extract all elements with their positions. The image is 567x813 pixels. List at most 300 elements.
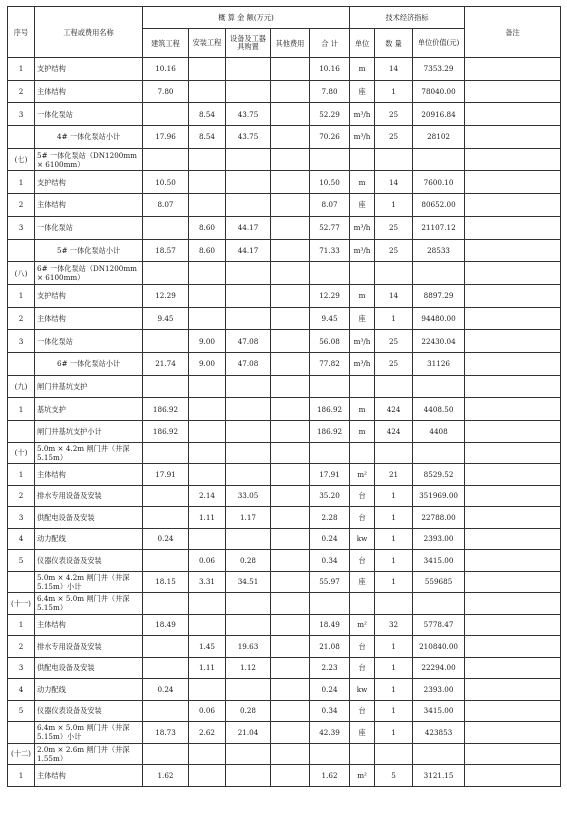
unit-cell: 座 (350, 571, 375, 593)
remark-cell (465, 398, 561, 421)
equipment-cell (226, 528, 271, 550)
installation-cell (189, 442, 226, 464)
remark-cell (465, 507, 561, 529)
other-cell (271, 765, 310, 787)
installation-cell: 1.11 (189, 657, 226, 679)
name-cell: 6.4m × 5.0m 闸门井（井深5.15m）小计 (35, 722, 143, 744)
total-cell (310, 148, 350, 171)
installation-cell (189, 765, 226, 787)
header-quantity: 数 量 (375, 29, 413, 58)
installation-cell: 1.11 (189, 507, 226, 529)
construction-cell (143, 593, 189, 615)
total-cell: 18.49 (310, 614, 350, 636)
unit-price-cell: 20916.84 (413, 103, 465, 126)
construction-cell: 0.24 (143, 679, 189, 701)
name-cell: 排水专用设备及安装 (35, 485, 143, 507)
name-cell: 5# 一体化泵站（DN1200mm × 6100mm） (35, 148, 143, 171)
name-cell: 2.0m × 2.6m 闸门井（井深1.55m） (35, 743, 143, 765)
installation-cell (189, 593, 226, 615)
unit-cell: m (350, 284, 375, 307)
equipment-cell: 0.28 (226, 550, 271, 572)
total-cell: 2.23 (310, 657, 350, 679)
remark-cell (465, 126, 561, 149)
table-row (8, 528, 561, 550)
remark-cell (465, 262, 561, 285)
construction-cell (143, 148, 189, 171)
installation-cell: 2.62 (189, 722, 226, 744)
installation-cell (189, 194, 226, 217)
total-cell: 70.26 (310, 126, 350, 149)
construction-cell: 1.62 (143, 765, 189, 787)
unit-cell (350, 148, 375, 171)
table-row (8, 171, 561, 194)
seq-cell: 2 (8, 636, 35, 658)
other-cell (271, 103, 310, 126)
unit-cell: m² (350, 614, 375, 636)
equipment-cell (226, 743, 271, 765)
unit-price-cell: 3415.00 (413, 550, 465, 572)
unit-cell (350, 262, 375, 285)
unit-price-cell: 2393.00 (413, 528, 465, 550)
quantity-cell: 424 (375, 398, 413, 421)
quantity-cell: 25 (375, 103, 413, 126)
installation-cell: 8.60 (189, 239, 226, 262)
seq-cell: 3 (8, 330, 35, 353)
unit-cell: m (350, 171, 375, 194)
name-cell: 支护结构 (35, 284, 143, 307)
seq-cell: 3 (8, 103, 35, 126)
remark-cell (465, 80, 561, 103)
unit-cell: 座 (350, 307, 375, 330)
quantity-cell: 21 (375, 464, 413, 486)
other-cell (271, 375, 310, 398)
equipment-cell (226, 593, 271, 615)
unit-cell: m³/h (350, 103, 375, 126)
construction-cell: 18.15 (143, 571, 189, 593)
subtotal-row (8, 571, 561, 593)
seq-cell: 1 (8, 614, 35, 636)
other-cell (271, 700, 310, 722)
section-row (8, 593, 561, 615)
remark-cell (465, 284, 561, 307)
equipment-cell: 44.17 (226, 239, 271, 262)
total-cell: 186.92 (310, 398, 350, 421)
section-row (8, 743, 561, 765)
remark-cell (465, 743, 561, 765)
quantity-cell: 1 (375, 636, 413, 658)
name-cell: 5.0m × 4.2m 闸门井（井深5.15m）小计 (35, 571, 143, 593)
header-unit: 单位 (350, 29, 375, 58)
other-cell (271, 571, 310, 593)
seq-cell: 1 (8, 171, 35, 194)
equipment-cell (226, 284, 271, 307)
construction-cell: 0.24 (143, 528, 189, 550)
quantity-cell: 1 (375, 722, 413, 744)
construction-cell (143, 103, 189, 126)
construction-cell: 8.07 (143, 194, 189, 217)
seq-cell (8, 722, 35, 744)
seq-cell (8, 126, 35, 149)
construction-cell: 18.57 (143, 239, 189, 262)
construction-cell: 7.80 (143, 80, 189, 103)
remark-cell (465, 464, 561, 486)
remark-cell (465, 307, 561, 330)
remark-cell (465, 571, 561, 593)
total-cell: 7.80 (310, 80, 350, 103)
name-cell: 4# 一体化泵站小计 (35, 126, 143, 149)
other-cell (271, 550, 310, 572)
installation-cell (189, 375, 226, 398)
quantity-cell: 25 (375, 216, 413, 239)
installation-cell (189, 398, 226, 421)
total-cell: 186.92 (310, 421, 350, 443)
installation-cell: 1.45 (189, 636, 226, 658)
quantity-cell: 1 (375, 528, 413, 550)
equipment-cell (226, 679, 271, 701)
other-cell (271, 194, 310, 217)
remark-cell (465, 103, 561, 126)
table-row (8, 485, 561, 507)
equipment-cell (226, 398, 271, 421)
installation-cell (189, 614, 226, 636)
installation-cell (189, 679, 226, 701)
unit-cell (350, 743, 375, 765)
unit-price-cell: 7353.29 (413, 58, 465, 81)
other-cell (271, 126, 310, 149)
unit-price-cell: 5778.47 (413, 614, 465, 636)
total-cell: 55.97 (310, 571, 350, 593)
installation-cell (189, 148, 226, 171)
installation-cell (189, 58, 226, 81)
subtotal-row (8, 352, 561, 375)
installation-cell: 2.14 (189, 485, 226, 507)
seq-cell: 2 (8, 485, 35, 507)
remark-cell (465, 765, 561, 787)
other-cell (271, 148, 310, 171)
other-cell (271, 307, 310, 330)
seq-cell: (十一) (8, 593, 35, 615)
quantity-cell: 1 (375, 194, 413, 217)
installation-cell: 8.54 (189, 126, 226, 149)
name-cell: 闸门井基坑支护小计 (35, 421, 143, 443)
construction-cell (143, 330, 189, 353)
installation-cell: 9.00 (189, 330, 226, 353)
unit-cell: 座 (350, 722, 375, 744)
seq-cell: 3 (8, 507, 35, 529)
installation-cell: 8.60 (189, 216, 226, 239)
table-row (8, 284, 561, 307)
unit-cell: 台 (350, 485, 375, 507)
total-cell: 52.77 (310, 216, 350, 239)
total-cell (310, 593, 350, 615)
unit-price-cell: 22294.00 (413, 657, 465, 679)
total-cell: 52.29 (310, 103, 350, 126)
construction-cell: 18.73 (143, 722, 189, 744)
total-cell (310, 375, 350, 398)
equipment-cell: 33.05 (226, 485, 271, 507)
total-cell: 0.24 (310, 528, 350, 550)
remark-cell (465, 528, 561, 550)
seq-cell: 2 (8, 194, 35, 217)
unit-price-cell: 3415.00 (413, 700, 465, 722)
unit-price-cell: 22430.04 (413, 330, 465, 353)
table-row (8, 398, 561, 421)
unit-cell: m³/h (350, 239, 375, 262)
total-cell: 0.34 (310, 700, 350, 722)
unit-price-cell (413, 262, 465, 285)
other-cell (271, 636, 310, 658)
installation-cell (189, 464, 226, 486)
quantity-cell: 1 (375, 571, 413, 593)
other-cell (271, 528, 310, 550)
equipment-cell (226, 442, 271, 464)
table-row (8, 679, 561, 701)
installation-cell (189, 80, 226, 103)
total-cell: 17.91 (310, 464, 350, 486)
equipment-cell: 43.75 (226, 103, 271, 126)
unit-price-cell: 21107.12 (413, 216, 465, 239)
seq-cell: 5 (8, 700, 35, 722)
construction-cell: 186.92 (143, 421, 189, 443)
name-cell: 主体结构 (35, 80, 143, 103)
quantity-cell: 1 (375, 657, 413, 679)
header-row-1 (8, 7, 561, 29)
equipment-cell: 1.12 (226, 657, 271, 679)
remark-cell (465, 614, 561, 636)
equipment-cell (226, 58, 271, 81)
quantity-cell: 1 (375, 307, 413, 330)
equipment-cell (226, 80, 271, 103)
construction-cell (143, 550, 189, 572)
other-cell (271, 284, 310, 307)
name-cell: 仪器仪表设备及安装 (35, 550, 143, 572)
unit-cell: 座 (350, 80, 375, 103)
other-cell (271, 352, 310, 375)
table-row (8, 194, 561, 217)
name-cell: 6# 一体化泵站小计 (35, 352, 143, 375)
unit-cell: 台 (350, 657, 375, 679)
construction-cell (143, 485, 189, 507)
unit-cell: m³/h (350, 330, 375, 353)
equipment-cell: 34.51 (226, 571, 271, 593)
quantity-cell: 1 (375, 485, 413, 507)
equipment-cell: 47.08 (226, 352, 271, 375)
other-cell (271, 442, 310, 464)
unit-price-cell: 3121.15 (413, 765, 465, 787)
table-row (8, 614, 561, 636)
quantity-cell (375, 262, 413, 285)
seq-cell: (九) (8, 375, 35, 398)
quantity-cell: 25 (375, 330, 413, 353)
other-cell (271, 58, 310, 81)
other-cell (271, 657, 310, 679)
unit-price-cell: 4408.50 (413, 398, 465, 421)
total-cell: 10.50 (310, 171, 350, 194)
seq-cell: 3 (8, 657, 35, 679)
other-cell (271, 262, 310, 285)
unit-cell: 台 (350, 700, 375, 722)
installation-cell: 3.31 (189, 571, 226, 593)
equipment-cell (226, 765, 271, 787)
quantity-cell (375, 375, 413, 398)
unit-cell: m³/h (350, 216, 375, 239)
name-cell: 主体结构 (35, 614, 143, 636)
header-installation: 安装工程 (189, 29, 226, 58)
remark-cell (465, 148, 561, 171)
seq-cell (8, 239, 35, 262)
name-cell: 支护结构 (35, 171, 143, 194)
unit-price-cell: 7600.10 (413, 171, 465, 194)
estimate-table-body (8, 58, 561, 787)
table-row (8, 550, 561, 572)
name-cell: 供配电设备及安装 (35, 657, 143, 679)
unit-price-cell: 559685 (413, 571, 465, 593)
unit-price-cell: 94480.00 (413, 307, 465, 330)
unit-price-cell: 423853 (413, 722, 465, 744)
equipment-cell: 43.75 (226, 126, 271, 149)
unit-price-cell: 78040.00 (413, 80, 465, 103)
unit-cell: m (350, 421, 375, 443)
seq-cell: (十二) (8, 743, 35, 765)
equipment-cell (226, 307, 271, 330)
section-row (8, 375, 561, 398)
equipment-cell (226, 464, 271, 486)
quantity-cell: 1 (375, 679, 413, 701)
subtotal-row (8, 126, 561, 149)
other-cell (271, 421, 310, 443)
quantity-cell: 1 (375, 80, 413, 103)
name-cell: 5.0m × 4.2m 闸门井（井深5.15m） (35, 442, 143, 464)
table-row (8, 657, 561, 679)
seq-cell: 4 (8, 679, 35, 701)
remark-cell (465, 239, 561, 262)
seq-cell: 2 (8, 80, 35, 103)
construction-cell (143, 657, 189, 679)
section-row (8, 442, 561, 464)
quantity-cell (375, 442, 413, 464)
installation-cell (189, 171, 226, 194)
quantity-cell (375, 743, 413, 765)
other-cell (271, 398, 310, 421)
unit-price-cell (413, 148, 465, 171)
quantity-cell: 14 (375, 284, 413, 307)
table-row (8, 80, 561, 103)
unit-cell (350, 375, 375, 398)
installation-cell: 8.54 (189, 103, 226, 126)
construction-cell (143, 743, 189, 765)
construction-cell: 17.96 (143, 126, 189, 149)
unit-cell (350, 442, 375, 464)
unit-price-cell: 31126 (413, 352, 465, 375)
construction-cell: 186.92 (143, 398, 189, 421)
table-row (8, 58, 561, 81)
header-unit-price: 单位价值(元) (413, 29, 465, 58)
quantity-cell: 424 (375, 421, 413, 443)
header-name: 工程或费用名称 (35, 7, 143, 58)
quantity-cell (375, 148, 413, 171)
quantity-cell: 1 (375, 550, 413, 572)
name-cell: 主体结构 (35, 307, 143, 330)
total-cell: 42.39 (310, 722, 350, 744)
seq-cell: (七) (8, 148, 35, 171)
other-cell (271, 485, 310, 507)
installation-cell: 0.06 (189, 550, 226, 572)
name-cell: 动力配线 (35, 528, 143, 550)
installation-cell: 9.00 (189, 352, 226, 375)
name-cell: 仪器仪表设备及安装 (35, 700, 143, 722)
name-cell: 5# 一体化泵站小计 (35, 239, 143, 262)
installation-cell (189, 421, 226, 443)
header-equipment: 设备及工器具购置 (226, 29, 271, 58)
construction-cell: 12.29 (143, 284, 189, 307)
equipment-cell: 44.17 (226, 216, 271, 239)
unit-cell: m (350, 58, 375, 81)
quantity-cell: 1 (375, 507, 413, 529)
remark-cell (465, 171, 561, 194)
equipment-cell: 19.63 (226, 636, 271, 658)
name-cell: 主体结构 (35, 194, 143, 217)
total-cell: 9.45 (310, 307, 350, 330)
name-cell: 6# 一体化泵站（DN1200mm × 6100mm） (35, 262, 143, 285)
name-cell: 基坑支护 (35, 398, 143, 421)
equipment-cell (226, 614, 271, 636)
table-row (8, 330, 561, 353)
equipment-cell (226, 375, 271, 398)
header-amount-group: 概 算 金 额(万元) (143, 7, 350, 29)
equipment-cell: 21.04 (226, 722, 271, 744)
unit-cell: m (350, 398, 375, 421)
seq-cell: 1 (8, 765, 35, 787)
quantity-cell: 25 (375, 126, 413, 149)
installation-cell (189, 284, 226, 307)
seq-cell: (十) (8, 442, 35, 464)
header-remark: 备注 (465, 7, 561, 58)
unit-price-cell: 351969.00 (413, 485, 465, 507)
remark-cell (465, 352, 561, 375)
other-cell (271, 614, 310, 636)
unit-price-cell: 28102 (413, 126, 465, 149)
table-row (8, 103, 561, 126)
unit-cell: kw (350, 679, 375, 701)
quantity-cell: 5 (375, 765, 413, 787)
total-cell: 8.07 (310, 194, 350, 217)
unit-cell: 台 (350, 550, 375, 572)
name-cell: 支护结构 (35, 58, 143, 81)
remark-cell (465, 330, 561, 353)
remark-cell (465, 657, 561, 679)
remark-cell (465, 550, 561, 572)
unit-cell: m² (350, 765, 375, 787)
other-cell (271, 171, 310, 194)
unit-cell: 座 (350, 194, 375, 217)
unit-cell: m³/h (350, 352, 375, 375)
construction-cell: 18.49 (143, 614, 189, 636)
seq-cell: 2 (8, 307, 35, 330)
remark-cell (465, 485, 561, 507)
table-row (8, 636, 561, 658)
unit-price-cell: 28533 (413, 239, 465, 262)
total-cell: 0.24 (310, 679, 350, 701)
remark-cell (465, 421, 561, 443)
construction-cell (143, 262, 189, 285)
seq-cell: 1 (8, 464, 35, 486)
name-cell: 主体结构 (35, 464, 143, 486)
unit-cell: 台 (350, 507, 375, 529)
equipment-cell: 1.17 (226, 507, 271, 529)
name-cell: 一体化泵站 (35, 330, 143, 353)
other-cell (271, 743, 310, 765)
name-cell: 供配电设备及安装 (35, 507, 143, 529)
